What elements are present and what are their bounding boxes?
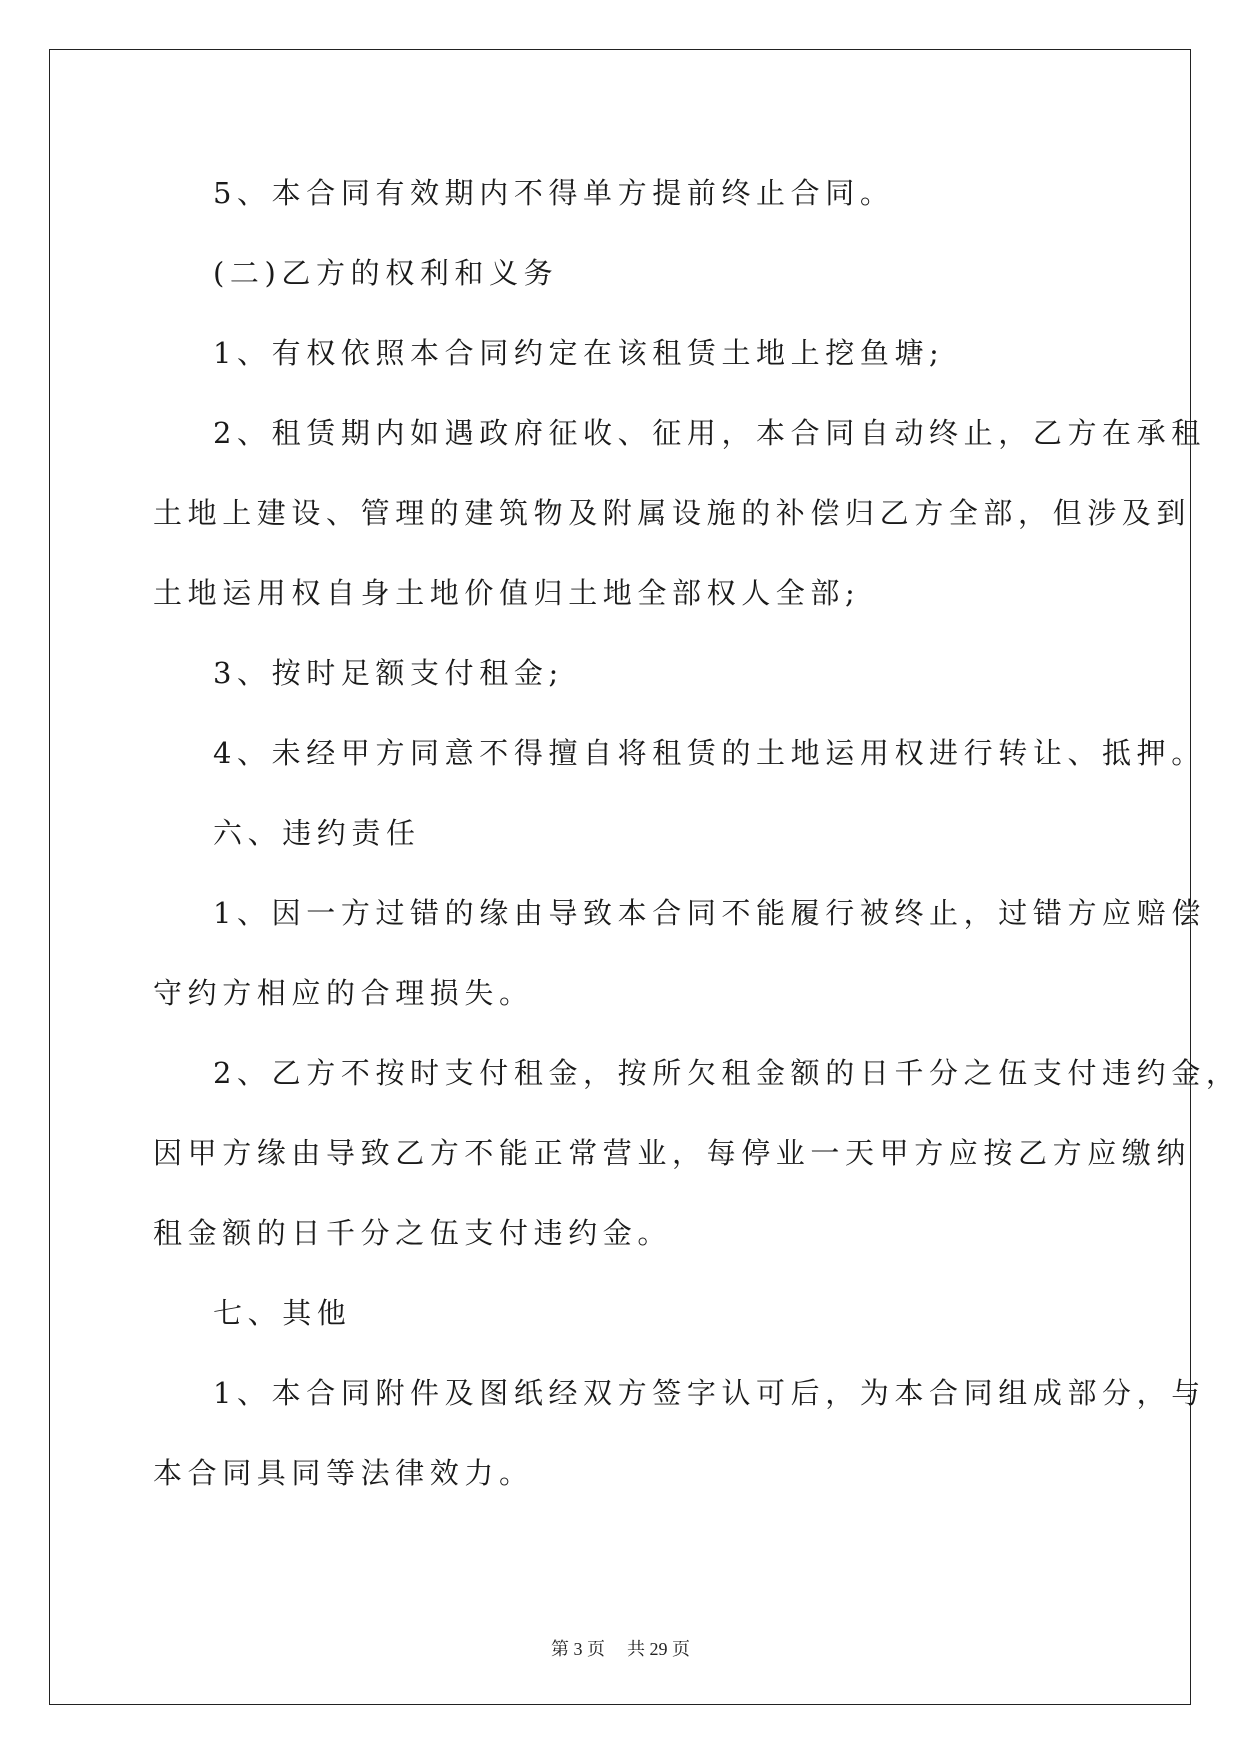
paragraph-line: 本合同具同等法律效力。 — [153, 1456, 534, 1490]
paragraph-line: 5、本合同有效期内不得单方提前终止合同。 — [213, 176, 895, 210]
paragraph-line: 土地上建设、管理的建筑物及附属设施的补偿归乙方全部，但涉及到 — [153, 496, 1192, 530]
paragraph-line: 守约方相应的合理损失。 — [153, 976, 534, 1010]
page-footer — [0, 1635, 1241, 1661]
paragraph-line: 4、未经甲方同意不得擅自将租赁的土地运用权进行转让、抵押。 — [213, 736, 1206, 770]
section-heading: 七、其他 — [213, 1296, 352, 1330]
paragraph-line: 1、因一方过错的缘由导致本合同不能履行被终止，过错方应赔偿 — [213, 896, 1206, 930]
section-heading: (二)乙方的权利和义务 — [213, 256, 559, 290]
paragraph-line: 土地运用权自身土地价值归土地全部权人全部; — [153, 576, 861, 610]
paragraph-line: 1、本合同附件及图纸经双方签字认可后，为本合同组成部分，与 — [213, 1376, 1206, 1410]
paragraph-line: 3、按时足额支付租金; — [213, 656, 564, 690]
paragraph-line: 2、乙方不按时支付租金，按所欠租金额的日千分之伍支付违约金， — [213, 1056, 1241, 1090]
page-total: 共 29 页 — [627, 1639, 690, 1659]
section-heading: 六、违约责任 — [213, 816, 421, 850]
paragraph-line: 2、租赁期内如遇政府征收、征用，本合同自动终止，乙方在承租 — [213, 416, 1206, 450]
paragraph-line: 租金额的日千分之伍支付违约金。 — [153, 1216, 673, 1250]
paragraph-line: 1、有权依照本合同约定在该租赁土地上挖鱼塘; — [213, 336, 945, 370]
page-number: 第 3 页 — [551, 1639, 605, 1659]
paragraph-line: 因甲方缘由导致乙方不能正常营业，每停业一天甲方应按乙方应缴纳 — [153, 1136, 1192, 1170]
